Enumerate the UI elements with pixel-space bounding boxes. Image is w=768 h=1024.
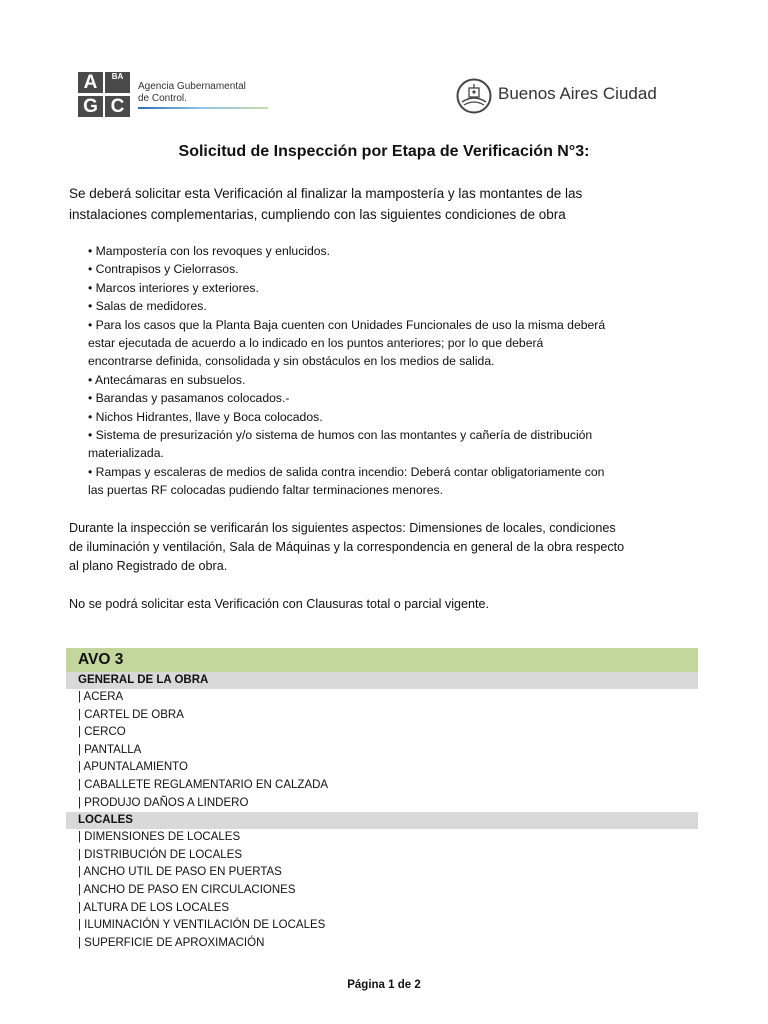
agc-logo-underline: [138, 107, 268, 109]
intro-line: instalaciones complementarias, cumpliendo con las siguientes condiciones de obra: [69, 207, 566, 222]
table-header: AVO 3: [66, 648, 698, 672]
table-row: | ACERA: [78, 691, 124, 703]
table-row: | PANTALLA: [78, 743, 142, 756]
list-item-continuation: estar ejecutada de acuerdo a lo indicado en los puntos anteriores; por lo que deberá: [88, 336, 544, 351]
agc-letter-a: A: [78, 72, 103, 93]
list-item-continuation: las puertas RF colocadas pudiendo faltar terminaciones menores.: [88, 483, 443, 498]
table-row: | DISTRIBUCIÓN DE LOCALES: [78, 848, 243, 861]
section-header-locales: LOCALES: [66, 812, 698, 829]
intro-paragraph: [69, 183, 709, 225]
table-row: | CARTEL DE OBRA: [78, 708, 184, 721]
agc-logo-text: [138, 81, 278, 105]
intro-line: Se deberá solicitar esta Verificación al finalizar la mampostería y las montantes de las: [69, 186, 583, 201]
agc-logo-text-line2: de Control.: [138, 93, 187, 104]
list-item: • Sistema de presurización y/o sistema de humos con las montantes y cañería de distribución: [88, 428, 593, 443]
table-row: | DIMENSIONES DE LOCALES: [78, 831, 241, 844]
section-header-general: GENERAL DE LA OBRA: [66, 672, 698, 689]
table-row: | ANCHO DE PASO EN CIRCULACIONES: [78, 883, 296, 896]
list-item: • Barandas y pasamanos colocados.-: [88, 391, 290, 406]
list-item: • Antecámaras en subsuelos.: [88, 372, 246, 387]
buenos-aires-logo: [456, 76, 676, 116]
agc-logo-mark: [78, 72, 132, 118]
list-item: • Para los casos que la Planta Baja cuenten con Unidades Funcionales de uso la misma deberá: [88, 317, 606, 332]
table-row: | CERCO: [78, 726, 126, 739]
agc-letter-g: G: [78, 96, 103, 117]
buenos-aires-emblem-icon: [456, 78, 492, 114]
inspection-aspects-paragraph: [69, 519, 709, 576]
agc-letter-ba: BA: [105, 72, 130, 93]
paragraph-line: de iluminación y ventilación, Sala de Máquinas y la correspondencia en general de la obra respecto: [69, 540, 625, 554]
page-header: [0, 0, 768, 130]
list-item: • Marcos interiores y exteriores.: [88, 280, 259, 295]
list-item: • Mampostería con los revoques y enlucidos.: [88, 244, 331, 258]
document-title: Solicitud de Inspección por Etapa de Verificación N°3:: [178, 143, 590, 160]
conditions-list: [88, 242, 698, 500]
list-item: • Salas de medidores.: [88, 299, 207, 314]
list-item-continuation: encontrarse definida, consolidada y sin obstáculos en los medios de salida.: [88, 354, 495, 369]
table-row: | ANCHO UTIL DE PASO EN PUERTAS: [78, 866, 282, 879]
table-row: | ALTURA DE LOS LOCALES: [78, 901, 230, 914]
list-item-continuation: materializada.: [88, 446, 164, 461]
table-row: | PRODUJO DAÑOS A LINDERO: [78, 796, 249, 809]
table-row: | CABALLETE REGLAMENTARIO EN CALZADA: [78, 778, 329, 791]
table-row: | APUNTALAMIENTO: [78, 761, 188, 774]
list-item: • Nichos Hidrantes, llave y Boca colocados.: [88, 409, 323, 424]
agc-letter-c: C: [105, 96, 130, 117]
paragraph-line: Durante la inspección se verificarán los siguientes aspectos: Dimensiones de locales, condiciones: [69, 521, 616, 535]
page-number: Página 1 de 2: [347, 979, 421, 991]
agc-logo: [78, 72, 278, 120]
list-item: • Rampas y escaleras de medios de salida contra incendio: Deberá contar obligatoriamente con: [88, 464, 605, 479]
list-item: • Contrapisos y Cielorrasos.: [88, 262, 239, 277]
buenos-aires-logo-text: Buenos Aires Ciudad: [498, 84, 657, 103]
avo-checklist-table: [66, 648, 698, 952]
clausuras-paragraph: No se podrá solicitar esta Verificación con Clausuras total o parcial vigente.: [69, 597, 490, 611]
table-row: | SUPERFICIE DE APROXIMACIÓN: [78, 936, 265, 949]
paragraph-line: al plano Registrado de obra.: [69, 559, 228, 573]
table-row: | ILUMINACIÓN Y VENTILACIÓN DE LOCALES: [78, 919, 326, 932]
agc-logo-text-line1: Agencia Gubernamental: [138, 81, 246, 92]
